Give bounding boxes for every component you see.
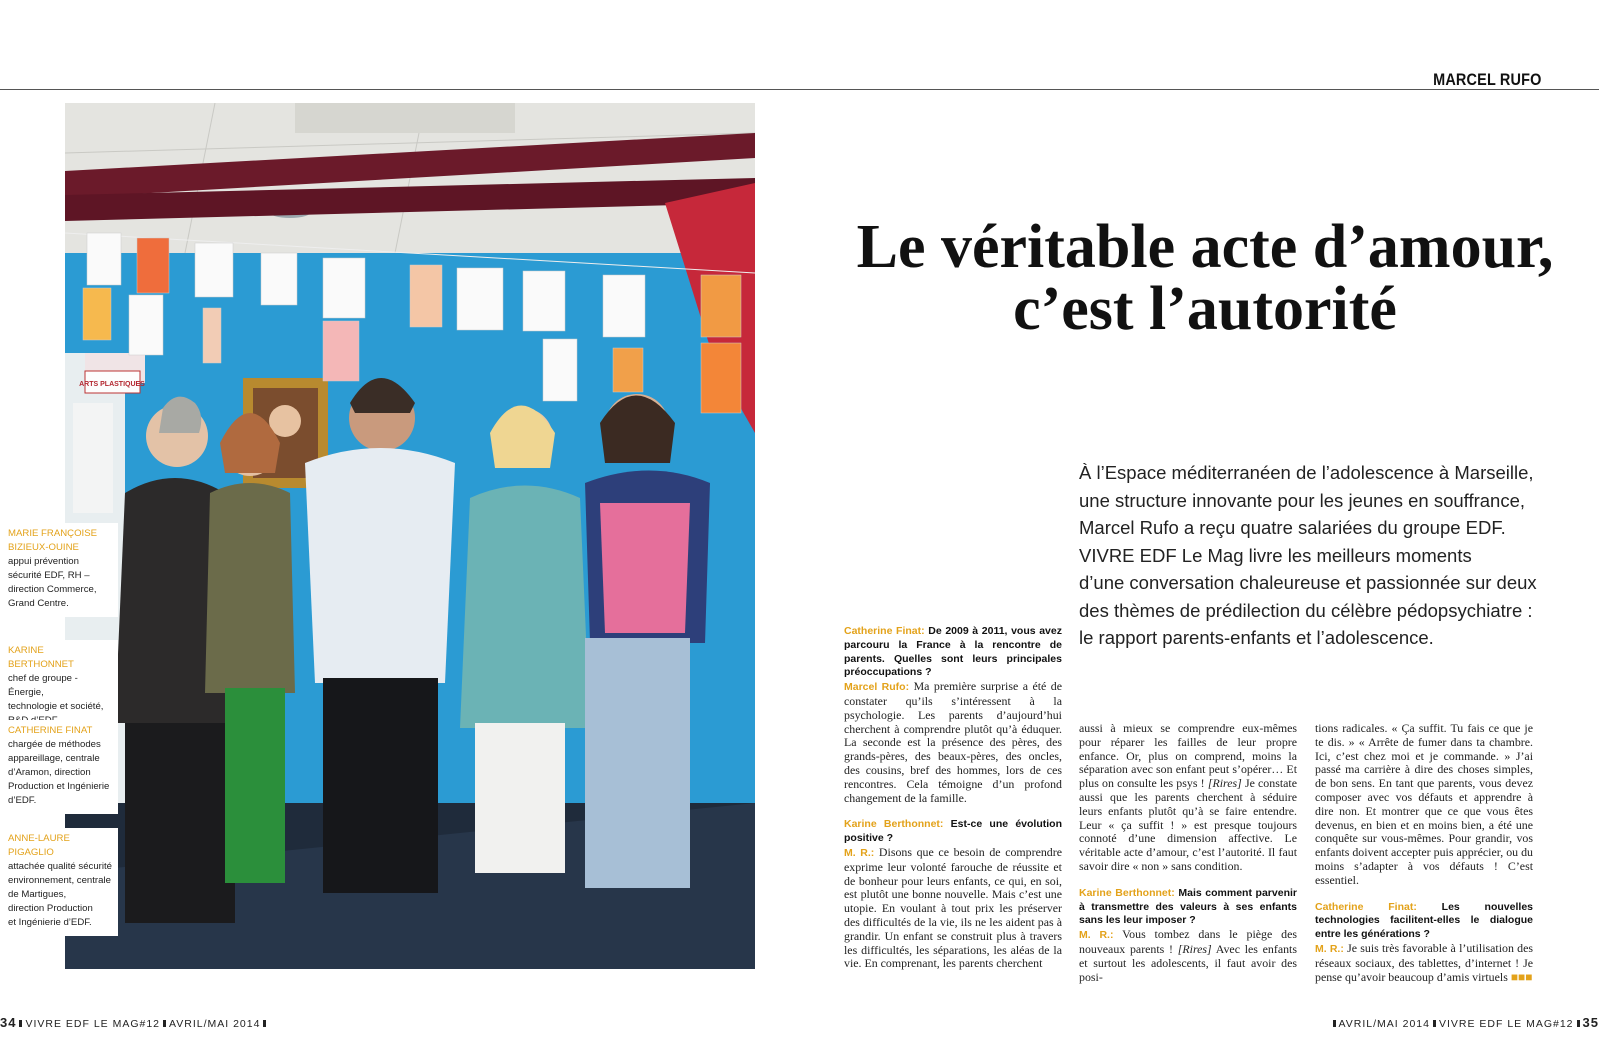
- caption-name: MARIE FRANÇOISE: [8, 528, 98, 539]
- caption-name: KARINE BERTHONNET: [8, 645, 74, 670]
- caption-role: sécurité EDF, RH –: [8, 570, 90, 581]
- answer: [844, 680, 1062, 805]
- question-text: Les nouvelles technologies facilitent-elles le dialogue entre les générations ?: [1315, 900, 1533, 941]
- footer-left: [0, 1015, 269, 1030]
- answer: [844, 846, 1062, 971]
- speaker-name: Karine Berthonnet:: [844, 818, 944, 831]
- caption-name: BIZIEUX-OUINE: [8, 542, 79, 553]
- intro-line: Marcel Rufo a reçu quatre salariées du groupe EDF.: [1079, 517, 1506, 538]
- caption-role: et Ingénierie d’EDF.: [8, 917, 92, 928]
- speaker-name: M. R.:: [1315, 942, 1344, 955]
- question-text: De 2009 à 2011, vous avez parcouru la France à la rencontre de parents. Quelles sont leurs principales préoccupations ?: [844, 625, 1062, 679]
- caption-name: CATHERINE FINAT: [8, 725, 93, 736]
- intro-line: une structure innovante pour les jeunes en souffrance,: [1079, 489, 1526, 511]
- laughter-note: [Rires]: [1207, 776, 1242, 791]
- body-column-3: [1315, 722, 1533, 997]
- answer-text: Je suis très favorable à l’utilisation des réseaux sociaux, des tablettes, d’internet ! Je pense qu’avoir beaucoup d’amis virtuels: [1315, 940, 1533, 984]
- laughter-note: [Rires]: [1177, 941, 1212, 956]
- answer: [1079, 928, 1297, 984]
- intro-line: le rapport parents-enfants et l’adolescence.: [1079, 627, 1434, 648]
- answer-text: Vous tombez dans le piège des nouveaux parents !: [1079, 927, 1297, 956]
- caption-anne-laure: [0, 828, 118, 936]
- answer-text: Avec les enfants et surtout les adolescents, il faut avoir des posi-: [1079, 941, 1297, 984]
- question: [1315, 901, 1533, 942]
- caption-role: Grand Centre.: [8, 598, 69, 609]
- caption-role: direction Commerce,: [8, 584, 97, 595]
- speaker-name: Catherine Finat:: [1315, 900, 1417, 913]
- caption-marie-francoise: [0, 523, 118, 617]
- speaker-name: M. R.:: [844, 846, 875, 859]
- answer-text: Ma première surprise a été de constater qu’ils s’intéressent à la psychologie. Les parents d’aujourd’hui cherchent à comprendre plutôt qu’à éduquer. La seconde est la présence des pères, des grands-pères, des beaux-pères, des oncles, des cousins, bref des hommes, lors de ces rencontres. Cela témoigne d’un profond changement de la famille.: [844, 679, 1062, 805]
- header-rule: [0, 89, 1599, 90]
- question: [1079, 887, 1297, 928]
- caption-role: direction Production: [8, 903, 93, 914]
- question-text: Est-ce une évolution positive ?: [844, 818, 1063, 845]
- body-column-2: [1079, 722, 1297, 997]
- speaker-name: M. R.:: [1079, 929, 1114, 942]
- continue-marker: ■■■: [1510, 969, 1533, 984]
- answer-continued: [1315, 722, 1533, 888]
- caption-catherine: [0, 720, 118, 814]
- group-photo: [65, 103, 755, 969]
- intro-line: VIVRE EDF Le Mag livre les meilleurs moments: [1079, 544, 1472, 566]
- question: [844, 818, 1062, 846]
- speaker-name: Marcel Rufo:: [844, 681, 910, 694]
- intro-line: À l’Espace méditerranéen de l’adolescence à Marseille,: [1079, 462, 1534, 483]
- caption-role: chargée de méthodes: [8, 739, 101, 750]
- caption-role: d’EDF.: [8, 795, 37, 806]
- running-head: MARCEL RUFO: [1432, 70, 1541, 89]
- answer-text: Je constate aussi que les parents cherchent à séduire leurs enfants plutôt qu’à se faire entendre. Leur « ça suffit ! » est presque toujours connoté d’une dimension affective. Le véritable acte d’amour, c’est l’autorité. Il faut savoir dire « non » sans condition.: [1079, 776, 1297, 873]
- intro-paragraph: [1079, 459, 1549, 652]
- answer-text: aussi à mieux se comprendre eux-mêmes pour réparer les failles de leur propre enfance. Or, plus on comprend, moins la séparation avec son enfant peut s’opérer… Et plus on consulte les psys !: [1079, 721, 1297, 791]
- caption-role: d’Aramon, direction: [8, 767, 91, 778]
- intro-line: d’une conversation chaleureuse et passionnée sur deux: [1079, 572, 1537, 593]
- magazine-name: VIVRE EDF LE MAG#12: [25, 1018, 161, 1030]
- caption-name: ANNE-LAURE PIGAGLIO: [8, 833, 70, 858]
- page-number: 35: [1582, 1015, 1599, 1030]
- caption-role: environnement, centrale: [8, 875, 111, 886]
- answer-text: tions radicales. « Ça suffit. Tu fais ce que je te dis. » « Arrête de fumer dans ta chambre. Ici, c’est chez moi et je commande. » J’ai passé ma carrière à dire des choses simples, de bon sens. En tant que parents, vous devez composer avec vos défauts et apprendre à dire non. Et montrer que ce que vous êtes devenus, en bien et en moins bien, a été une conquête sur vous-mêmes. Pour grandir, vos enfants doivent accepter puis apprécier, ou du moins s’adapter à vos défauts ! C’est essentiel.: [1315, 721, 1533, 887]
- answer-continued: [1079, 722, 1297, 874]
- question-text: Mais comment parvenir à transmettre des valeurs à ses enfants sans les leur imposer ?: [1079, 886, 1297, 927]
- body-column-1: [844, 625, 1062, 984]
- caption-role: chef de groupe - Énergie,: [8, 673, 78, 698]
- caption-role: technologie et société,: [8, 701, 104, 712]
- photo-sign: ARTS PLASTIQUES: [79, 381, 145, 388]
- issue-date: AVRIL/MAI 2014: [169, 1018, 261, 1030]
- magazine-name: VIVRE EDF LE MAG#12: [1438, 1018, 1574, 1030]
- headline-line-2: c’est l’autorité: [1013, 275, 1397, 343]
- caption-role: Production et Ingénierie: [8, 781, 110, 792]
- caption-role: de Martigues,: [8, 889, 67, 900]
- page-number: 34: [0, 1015, 17, 1030]
- answer-text: Disons que ce besoin de comprendre exprime leur volonté farouche de réussite et de bonheur pour leurs enfants, ce qui, en soi, est plutôt une bonne nouvelle. Mais c’est une utopie. En voulant à tout prix les préserver des difficultés de la vie, ils ne les aident pas à grandir. Un enfant se construit plus à travers les difficultés, les séparations, les aléas de la vie. En comprenant, les parents cherchent: [844, 844, 1062, 971]
- headline: [840, 213, 1570, 343]
- caption-role: attachée qualité sécurité: [8, 861, 112, 872]
- issue-date: AVRIL/MAI 2014: [1338, 1018, 1430, 1030]
- intro-line: des thèmes de prédilection du célèbre pédopsychiatre :: [1079, 599, 1533, 621]
- answer: [1315, 942, 1533, 984]
- footer-right: [1330, 1015, 1599, 1030]
- caption-role: appareillage, centrale: [8, 753, 100, 764]
- caption-role: appui prévention: [8, 556, 79, 567]
- question: [844, 625, 1062, 680]
- headline-line-1: Le véritable acte d’amour,: [856, 213, 1554, 281]
- speaker-name: Catherine Finat:: [844, 625, 925, 637]
- speaker-name: Karine Berthonnet:: [1079, 886, 1175, 899]
